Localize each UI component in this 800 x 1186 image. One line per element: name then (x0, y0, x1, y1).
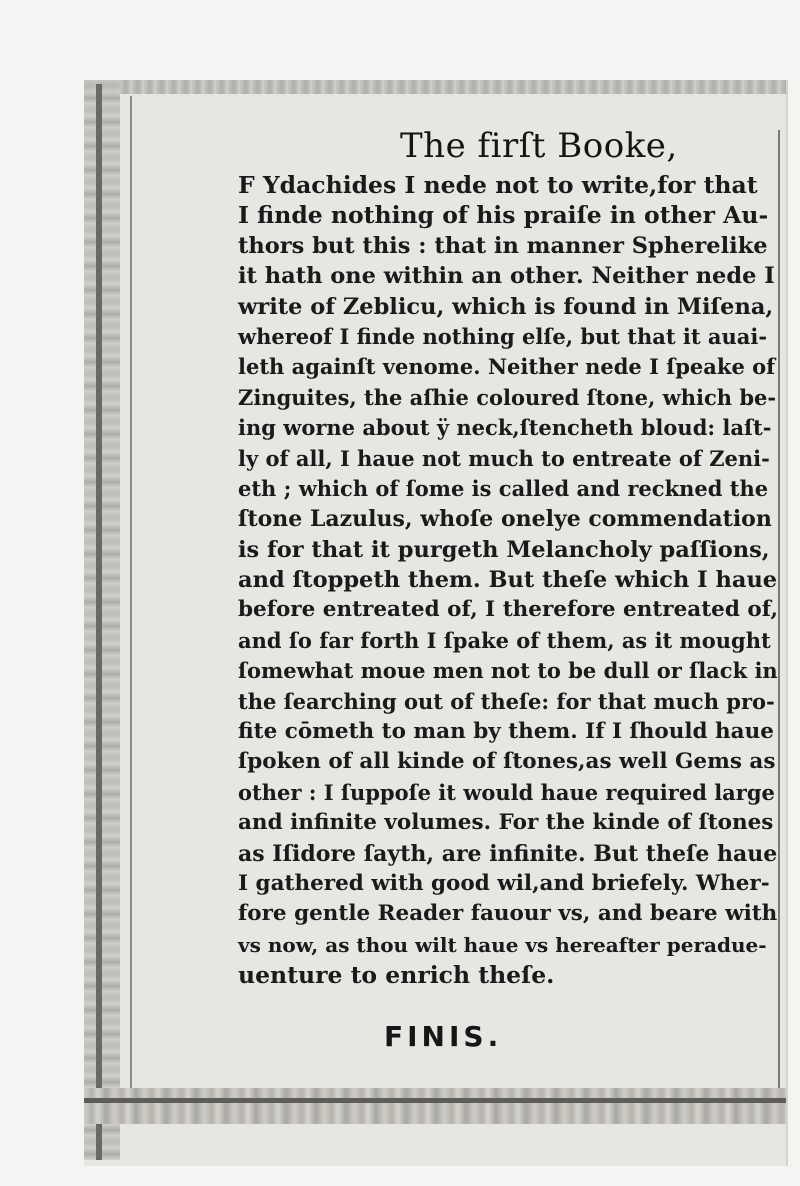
text-line: it hath one within an other. Neither nede I (238, 263, 775, 290)
text-line: fore gentle Reader fauour vs, and beare with (238, 901, 778, 927)
text-line: ſtone Lazulus, whoſe onelye commendation (238, 506, 772, 533)
right-margin-rule (778, 130, 780, 1090)
text-line: thors but this : that in manner Spherelike (238, 232, 768, 259)
text-line: I finde nothing of his praiſe in other Au- (238, 201, 769, 230)
text-line: the ſearching out of theſe: for that much pro- (238, 688, 775, 714)
text-line: ſomewhat moue men not to be dull or ſlack in (238, 658, 778, 684)
text-line: is for that it purgeth Melancholy paſſions, (238, 536, 770, 563)
text-line: leth againſt venome. Neither nede I ſpeake of (238, 354, 776, 380)
text-line: I gathered with good wil,and briefely. Wher- (238, 870, 770, 896)
text-line: whereof I finde nothing elſe, but that it auai- (238, 323, 768, 349)
bottom-border-ornament (84, 1088, 786, 1124)
text-line: eth ; which of ſome is called and reckned the (238, 475, 769, 501)
text-line: ſpoken of all kinde of ſtones,as well Gems as (238, 749, 776, 775)
left-border-rule (96, 84, 102, 1160)
text-line: ing worne about ÿ neck,ſtencheth bloud: laſt- (238, 415, 772, 441)
text-line: as Iſidore ſayth, are infinite. But theſe haue (238, 840, 778, 867)
text-line: vs now, as thou wilt haue vs hereafter peradue- (238, 932, 767, 957)
text-line: and ſtoppeth them. But theſe which I haue (238, 567, 778, 594)
text-line: Zinguites, the aſhie coloured ſtone, which be- (238, 384, 777, 410)
text-line: before entreated of, I therefore entreated of, (238, 597, 778, 623)
inner-margin-rule (130, 96, 132, 1090)
text-line: and infinite volumes. For the kinde of ſtones (238, 810, 774, 836)
top-border-ornament (84, 80, 786, 94)
text-line: F Ydachides I nede not to write,for that (238, 171, 758, 199)
running-header: The firſt Booke, (400, 126, 678, 166)
bottom-border-rule (84, 1098, 786, 1103)
text-line: fite cōmeth to man by them. If I ſhould haue (238, 719, 774, 745)
text-line: other : I ſuppoſe it would haue required large (238, 779, 775, 805)
text-line: write of Zeblicu, which is found in Miſena, (238, 293, 774, 320)
left-border-ornament (84, 80, 120, 1160)
text-line: uenture to enrich theſe. (238, 961, 555, 990)
body-text (238, 170, 778, 991)
text-line: and ſo far forth I ſpake of them, as it mought (238, 627, 771, 653)
text-line: ly of all, I haue not much to entreate of Zeni- (238, 445, 770, 471)
finis-closing: FINIS. (384, 1020, 503, 1053)
